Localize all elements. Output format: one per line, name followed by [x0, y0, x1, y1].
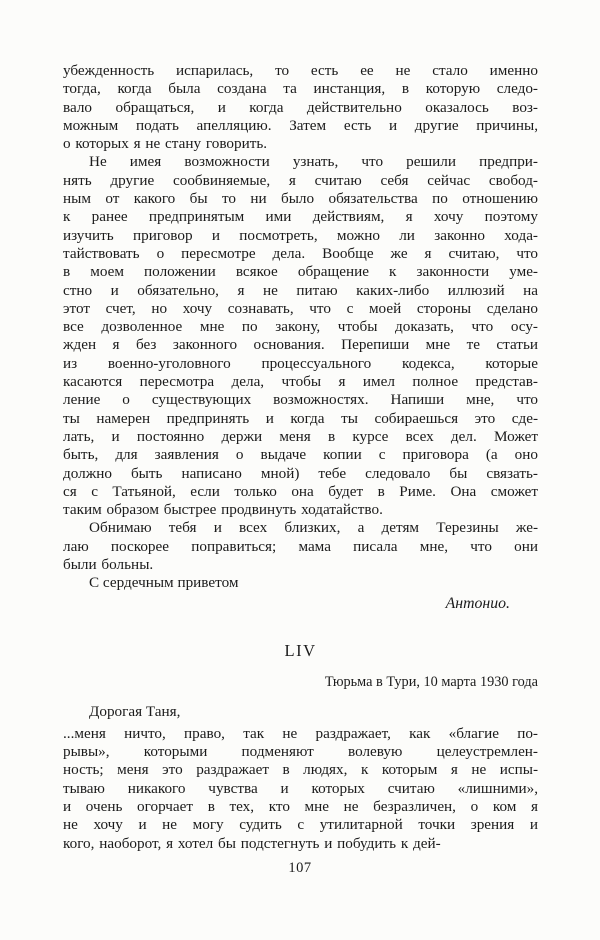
text-line: тываю никакого чувства и которых считаю «лишними», [63, 779, 538, 797]
text-line: ным от какого бы то ни было обязательства по отношению [63, 190, 538, 208]
text-line: изучить приговор и посмотреть, можно ли законно хода- [63, 226, 538, 244]
text-line: стно и обязательно, я не питаю каких-либо иллюзий на [63, 281, 538, 299]
text-line: были больны. [63, 556, 154, 574]
signature: Антонио. [445, 594, 510, 612]
paragraph-opening [63, 725, 538, 853]
text-line: ление о существующих возможностях. Напиши мне, что [63, 391, 538, 409]
text-line: лать, и постоянно держи меня в курсе всех дел. Может [63, 427, 538, 445]
text-line: все дозволенное мне по закону, чтобы доказать, что осу- [63, 318, 538, 336]
text-line: не хочу и не могу судить с утилитарной точки зрения и [63, 816, 538, 834]
text-line: касаются пересмотра дела, чтобы я имел полное представ- [63, 373, 538, 391]
text-line: нять другие сообвиняемые, я считаю себя сейчас свобод- [63, 171, 538, 189]
paragraph-continuation [63, 62, 538, 153]
text-line: рывы», которыми подменяют волевую целеустремлен- [63, 743, 538, 761]
text-line: из военно-уголовного процессуального кодекса, которые [63, 354, 538, 372]
text-line: тогда, когда была создана та инстанция, в которую следо- [63, 80, 538, 98]
text-line: можным подать апелляцию. Затем есть и другие причины, [63, 116, 538, 134]
text-line: лаю поскорее поправиться; мама писала мне, что они [63, 537, 538, 555]
text-line: Не имея возможности узнать, что решили предпри- [89, 153, 538, 171]
text-line: должно быть написано мной) тебе следовало бы связать- [63, 464, 538, 482]
page-number: 107 [288, 860, 312, 876]
text-line: к ранее предпринятым ими действиям, я хочу поэтому [63, 208, 538, 226]
farewell-line: С сердечным приветом [89, 574, 239, 592]
text-line: и очень огорчает в тех, кто мне не безразличен, о ком я [63, 797, 538, 815]
text-line: о которых я не стану говорить. [63, 135, 268, 153]
text-line: ты намерен предпринять и когда ты собираешься это сде- [63, 409, 538, 427]
text-line: таким образом быстрее продвинуть ходатайство. [63, 501, 383, 519]
text-line: ся с Татьяной, если только она будет в Риме. Она сможет [63, 482, 538, 500]
text-line: Обнимаю тебя и всех близких, а детям Терезины же- [89, 519, 538, 537]
text-line: этот счет, но хочу сознавать, что с моей стороны сделано [63, 299, 538, 317]
text-line: убежденность испарилась, то есть ее не стало именно [63, 62, 538, 79]
text-column [63, 62, 538, 853]
dateline: Тюрьма в Тури, 10 марта 1930 года [324, 674, 538, 691]
paragraph-closing [63, 519, 538, 574]
text-line: кого, наоборот, я хотел бы подстегнуть и побудить к дей- [63, 834, 441, 852]
section-heading-liv: LIV [284, 640, 317, 660]
text-line: ность; меня это раздражает в людях, к которым я не испы- [63, 761, 538, 779]
text-line: в моем положении всякое обращение к законности уме- [63, 263, 538, 281]
text-line: тайствовать о пересмотре дела. Вообще же я считаю, что [63, 244, 538, 262]
text-line: жден я без законного основания. Перепиши мне те статьи [63, 336, 538, 354]
text-line: вало обращаться, и когда действительно оказалось воз- [63, 98, 538, 116]
paragraph-review-request [63, 153, 538, 519]
salutation: Дорогая Таня, [89, 702, 181, 720]
text-line: быть, для заявления о выдаче копии с приговора (а оно [63, 446, 538, 464]
text-line: ...меня ничто, право, так не раздражает, как «благие по- [63, 724, 538, 742]
